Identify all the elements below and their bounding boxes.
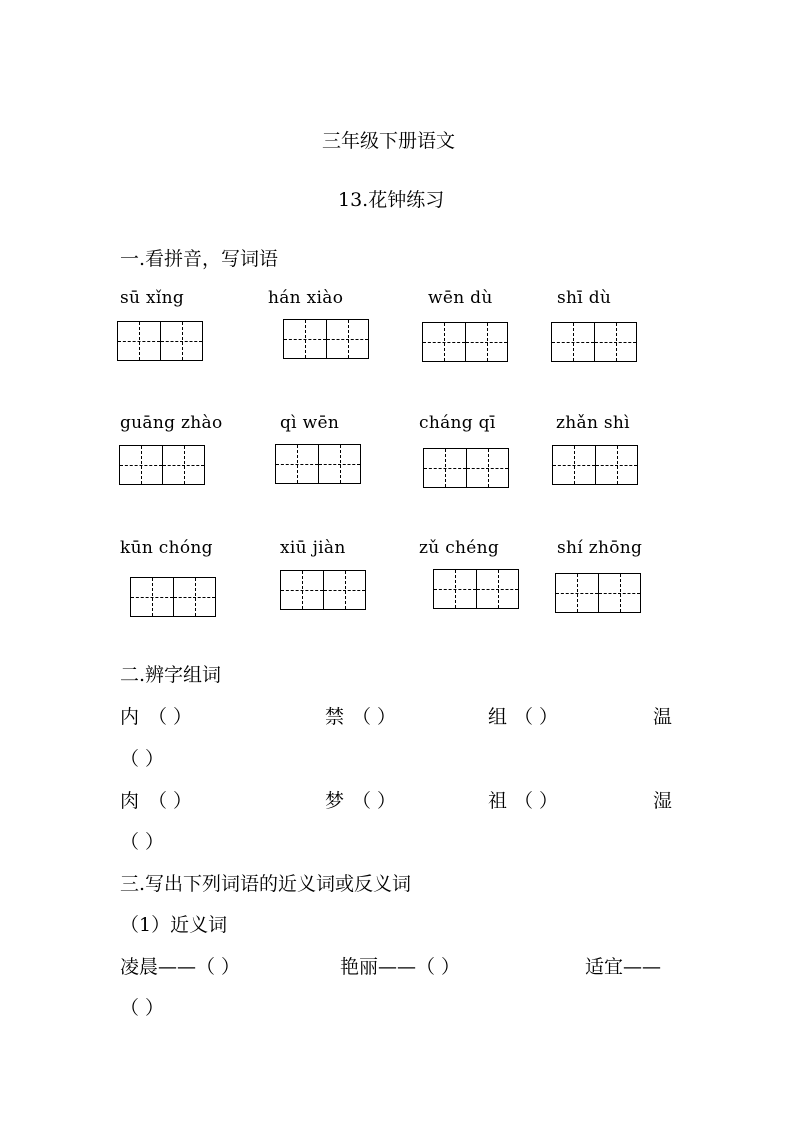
writing-grid[interactable] (433, 569, 519, 609)
pinyin-label: zhǎn shì (556, 413, 630, 433)
pinyin-label: guāng zhào (120, 413, 223, 433)
answer-blank[interactable]: （ ） (514, 706, 559, 728)
pinyin-label: shī dù (557, 288, 612, 308)
answer-blank[interactable]: （ ） (352, 790, 397, 812)
pinyin-label: wēn dù (428, 288, 493, 308)
pinyin-label: sū xǐng (120, 288, 185, 308)
pinyin-label: cháng qī (419, 413, 496, 433)
page-title: 三年级下册语文 (322, 130, 456, 152)
subsection-synonyms: （1）近义词 (120, 914, 228, 936)
section-1-heading: 一.看拼音，写词语 (120, 248, 279, 270)
writing-grid[interactable] (130, 577, 216, 617)
answer-blank[interactable]: （ ） (148, 706, 193, 728)
answer-blank[interactable]: （ ） (148, 790, 193, 812)
pinyin-label: qì wēn (280, 413, 340, 433)
answer-blank[interactable]: （ ） (120, 997, 165, 1019)
answer-blank[interactable]: （ ） (120, 831, 165, 853)
section-3-heading: 三.写出下列词语的近义词或反义词 (120, 873, 412, 895)
char-prompt: 温 (653, 706, 673, 728)
pinyin-label: zǔ chéng (419, 538, 500, 558)
pinyin-label: kūn chóng (120, 538, 213, 558)
writing-grid[interactable] (551, 322, 637, 362)
synonym-item[interactable]: 凌晨——（ ） (120, 956, 241, 978)
answer-blank[interactable]: （ ） (120, 748, 165, 770)
char-prompt: 湿 (653, 790, 673, 812)
char-prompt: 梦 (325, 790, 345, 812)
section-2-heading: 二.辨字组词 (120, 664, 222, 686)
lesson-title: 13.花钟练习 (338, 189, 445, 211)
writing-grid[interactable] (552, 445, 638, 485)
char-prompt: 禁 (325, 706, 345, 728)
pinyin-label: hán xiào (268, 288, 344, 308)
writing-grid[interactable] (119, 445, 205, 485)
answer-blank[interactable]: （ ） (352, 706, 397, 728)
writing-grid[interactable] (555, 573, 641, 613)
writing-grid[interactable] (275, 444, 361, 484)
writing-grid[interactable] (423, 448, 509, 488)
char-prompt: 祖 (488, 790, 508, 812)
synonym-item[interactable]: 艳丽——（ ） (340, 956, 461, 978)
writing-grid[interactable] (422, 322, 508, 362)
writing-grid[interactable] (280, 570, 366, 610)
writing-grid[interactable] (283, 319, 369, 359)
answer-blank[interactable]: （ ） (514, 790, 559, 812)
synonym-item: 适宜—— (585, 956, 662, 978)
char-prompt: 内 (120, 706, 140, 728)
writing-grid[interactable] (117, 321, 203, 361)
pinyin-label: shí zhōng (557, 538, 643, 558)
char-prompt: 肉 (120, 790, 140, 812)
char-prompt: 组 (488, 706, 508, 728)
pinyin-label: xiū jiàn (280, 538, 346, 558)
